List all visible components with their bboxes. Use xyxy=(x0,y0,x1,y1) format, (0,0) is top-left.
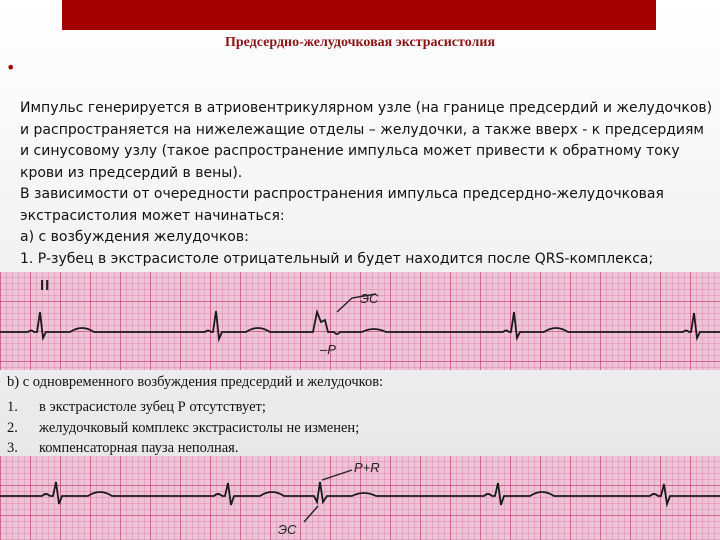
ecg-waveform-bottom xyxy=(0,482,720,505)
annotation-line-es-bottom xyxy=(304,506,318,522)
ecg-trace-bottom xyxy=(0,456,720,540)
list-item: 3. компенсаторная пауза неполная. xyxy=(7,440,239,456)
label-p-plus-r: P+R xyxy=(354,460,380,475)
list-item: 2. желудочковый комплекс экстрасистолы не изменен; xyxy=(7,419,360,436)
label-extrasystole-bottom: ЭС xyxy=(278,522,297,537)
label-extrasystole-top: ЭС xyxy=(360,291,379,306)
section-b-intro: b) с одновременного возбуждения предсердий и желудочков: xyxy=(7,374,384,390)
slide-title: Предсердно-желудочковая экстрасистолия xyxy=(224,35,496,50)
ecg-lead-label: II xyxy=(40,277,51,294)
paragraph-depends: В зависимости от очередности распространения импульса предсердно-желудочковая экстрасистолия может начинаться: xyxy=(20,186,664,224)
body-text xyxy=(20,98,716,270)
header-bar xyxy=(62,0,656,30)
bullet-marker: • xyxy=(6,58,16,77)
paragraph-case-a: а) с возбуждения желудочков: xyxy=(20,229,249,245)
section-b xyxy=(7,374,715,459)
annotation-line-pr xyxy=(322,470,352,480)
section-b-list xyxy=(7,397,715,459)
paragraph-mechanism: Импульс генерируется в атриовентрикулярном узле (на границе предсердий и желудочков) и распространяется на нижележащие отделы – желудочки, а также вверх - к предсердиям и синусовому узлу (такое распространение импульса может привести к обратному току крови из предсердий в вены). xyxy=(20,100,713,181)
ecg-strip-top xyxy=(0,272,720,370)
label-negative-p: –P xyxy=(320,342,336,357)
ecg-trace-top xyxy=(0,272,720,370)
list-item: 1. в экстрасистоле зубец Р отсутствует; xyxy=(7,399,266,415)
ecg-strip-bottom xyxy=(0,456,720,540)
paragraph-item-1: 1. P-зубец в экстрасистоле отрицательный и будет находится после QRS-комплекса; xyxy=(20,250,654,267)
ecg-waveform-top xyxy=(0,311,720,339)
